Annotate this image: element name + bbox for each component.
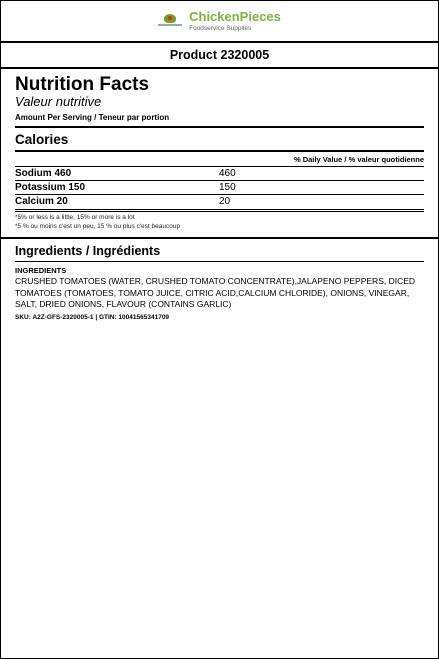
daily-value-header: % Daily Value / % valeur quotidienne: [15, 152, 424, 167]
ingredients-title: Ingredients / Ingrédients: [15, 244, 424, 262]
brand-tagline: Foodservice Supplies: [189, 24, 252, 32]
nutrient-value: 460: [219, 168, 236, 180]
nutrient-row-calcium: [15, 195, 424, 212]
nutrition-title: Nutrition Facts: [15, 74, 150, 95]
nutrient-name: Sodium 460: [15, 168, 72, 180]
header: [1, 1, 438, 43]
logo-text: [189, 10, 281, 33]
ingredients-text: CRUSHED TOMATOES (WATER, CRUSHED TOMATO CONCENTRATE),JALAPENO PEPPERS, DICED TOMATOES (TOMATOES, TOMATO JUICE, CITRIC ACID,CALCIUM CHLORIDE), ONIONS, VINEGAR, SALT, DRIED ONIONS, FLAVOUR (CONTAINS GARLIC): [15, 276, 416, 310]
logo[interactable]: [158, 10, 281, 33]
product-title: Product 2320005: [169, 48, 270, 62]
chicken-logo-icon: [158, 14, 182, 28]
ingredients-label: INGREDIENTS: [15, 266, 67, 276]
nutrition-subtitle: Valeur nutritive: [15, 93, 102, 109]
product-title-bar: [1, 43, 438, 69]
nutrient-row-potassium: [15, 181, 424, 195]
serving-line: Amount Per Serving / Teneur par portion: [15, 113, 424, 128]
ingredients-panel: [1, 237, 438, 321]
nutrient-value: 150: [219, 182, 236, 194]
nutrient-row-sodium: [15, 167, 424, 181]
nutrition-facts-panel: [1, 69, 438, 235]
footnote-en: *5% or less is a little, 15% or more is a lot: [15, 214, 135, 222]
nutrient-name: Calcium 20: [15, 196, 68, 208]
nutrient-value: 20: [219, 196, 231, 208]
sku-gtin: SKU: A2Z-GFS-2320005-1 | GTIN: 10041565341709: [15, 313, 170, 321]
nutrient-name: Potassium 150: [15, 182, 86, 194]
footnotes: [15, 212, 424, 235]
calories-label: Calories: [15, 128, 424, 152]
footnote-fr: *5 % ou moins c'est un peu, 15 % ou plus c'est beaucoup: [15, 223, 181, 231]
brand-name: ChickenPieces: [189, 8, 281, 24]
